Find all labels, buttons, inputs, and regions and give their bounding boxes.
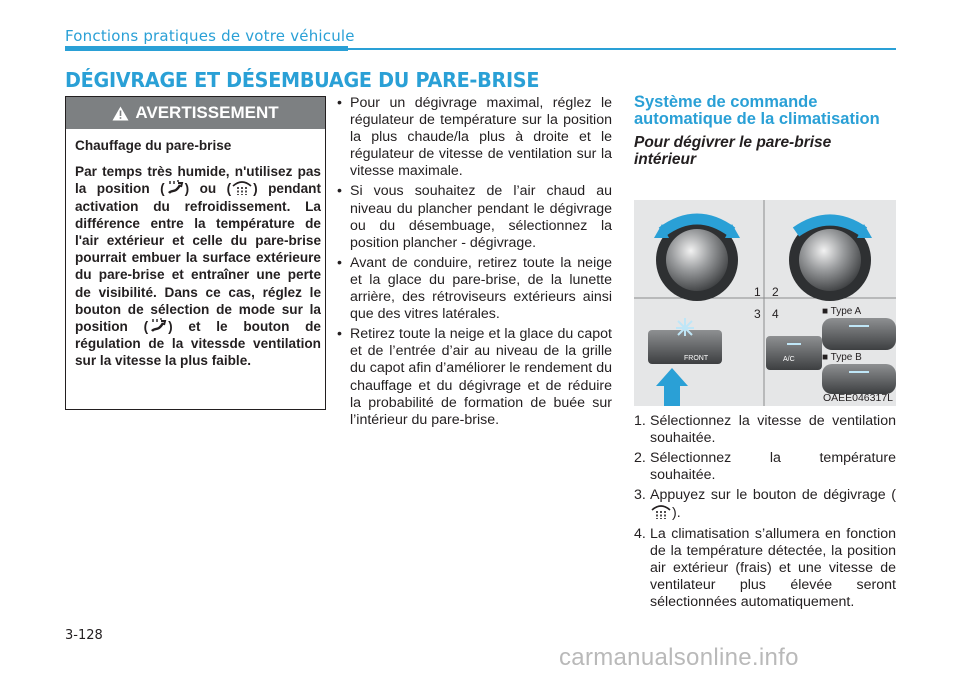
figure-label-4: 4: [772, 307, 779, 321]
indicator-glow-icon: [676, 318, 694, 336]
step-number: 2.: [634, 450, 646, 467]
front-button-label: FRONT: [684, 355, 709, 362]
subsection-title: Système de commande automatique de la climatisation: [634, 93, 880, 128]
step-item: [634, 526, 896, 611]
section-title: DÉGIVRAGE ET DÉSEMBUAGE DU PARE-BRISE: [65, 68, 540, 92]
header-rule-thick: [65, 46, 348, 51]
page-header-title: Fonctions pratiques de votre véhicule: [65, 27, 355, 45]
warning-text-part: ) et le bouton de régulation de la vitessde ventilation sur la vitesse la plus faible.: [75, 319, 321, 369]
middle-column: [332, 95, 612, 432]
step-number: 4.: [634, 525, 646, 542]
ac-button-label: A/C: [783, 356, 795, 363]
subsection-subtitle: Pour dégivrer le pare-brise intérieur: [634, 134, 832, 168]
warning-text-part: Par temps très humide, n'utilisez pas la position (: [75, 164, 321, 197]
steps-list: [634, 413, 896, 614]
warning-paragraph: [75, 163, 321, 369]
warning-header: [66, 97, 325, 129]
step-number: 3.: [634, 487, 646, 504]
defrost-icon: [231, 180, 253, 196]
bullet-item: • Si vous souhaitez de l’air chaud au niveau du plancher pendant le dégivrage ou du désembuage, sélectionnez la position plancher - dégivrage.: [332, 183, 612, 251]
header-rule-thin: [348, 48, 896, 50]
figure-label-3: 3: [754, 307, 761, 321]
ac-button: [766, 336, 822, 370]
warning-box: [65, 96, 326, 410]
defrost-icon: [650, 504, 672, 520]
temperature-knob: [799, 229, 861, 291]
watermark: carmanualsonline.info: [559, 644, 799, 671]
climate-control-illustration: [634, 200, 896, 406]
bullet-item: • Retirez toute la neige et la glace du capot et de l’entrée d’air au niveau de la grille du capot afin d’améliorer le rendement du chauffage et du dégivrage et de réduire la probabilité de formation de buée sur l’intérieur du pare-brise.: [332, 326, 612, 429]
warning-text-part: ) pendant activation du refroidissement. La différence entre la température de l'air extérieur et celle du pare-brise pourrait embuer la surface extérieure du pare-brise et entraîner une perte de visibilité. Dans ce cas, réglez le bouton de sélection de mode sur la position (: [75, 181, 321, 335]
floor-defrost-mode-icon: [148, 318, 168, 334]
step-text: Appuyez sur le bouton de dégivrage (: [650, 487, 896, 504]
warning-triangle-icon: [112, 106, 129, 121]
step-item: [634, 413, 896, 447]
bullet-item: • Avant de conduire, retirez toute la neige et la glace du pare-brise, de la lunette arrière, des rétroviseurs extérieurs ainsi que des vitres latérales.: [332, 255, 612, 323]
figure-label-2: 2: [772, 285, 779, 299]
right-column-heading: [634, 94, 896, 168]
floor-defrost-mode-icon: [165, 180, 185, 196]
step-text: Sélectionnez la vitesse de ventilation souhaitée.: [650, 413, 896, 447]
page-number: 3-128: [65, 628, 103, 643]
figure-code: OAEE046317L: [822, 392, 893, 404]
warning-heading: AVERTISSEMENT: [135, 103, 279, 122]
step-item: [634, 450, 896, 484]
step-number: 1.: [634, 413, 646, 429]
fan-speed-knob: [666, 229, 728, 291]
step-item: [634, 487, 896, 522]
type-a-label: ■ Type A: [822, 306, 862, 317]
warning-body: [75, 137, 321, 379]
warning-text-part: ) ou (: [184, 181, 232, 197]
climate-control-figure: [634, 200, 896, 406]
type-b-label: ■ Type B: [822, 352, 862, 363]
type-a-button: [822, 318, 896, 350]
step-text: Sélectionnez la température souhaitée.: [650, 450, 896, 484]
step-text: ).: [672, 505, 681, 522]
step-text: La climatisation s’allumera en fonction de la température détectée, la position air extérieur (frais) et une vitesse de ventilateur plus élevée seront sélectionnées automatiquement.: [650, 525, 896, 610]
bullet-item: • Pour un dégivrage maximal, réglez le régulateur de température sur la position la plus chaude/la plus à droite et le régulateur de vitesse de ventilation sur la vitesse maximale.: [332, 95, 612, 180]
type-b-button: [822, 364, 896, 394]
warning-title: Chauffage du pare-brise: [75, 138, 232, 153]
press-arrow-icon: [656, 368, 688, 406]
figure-label-1: 1: [754, 285, 761, 299]
